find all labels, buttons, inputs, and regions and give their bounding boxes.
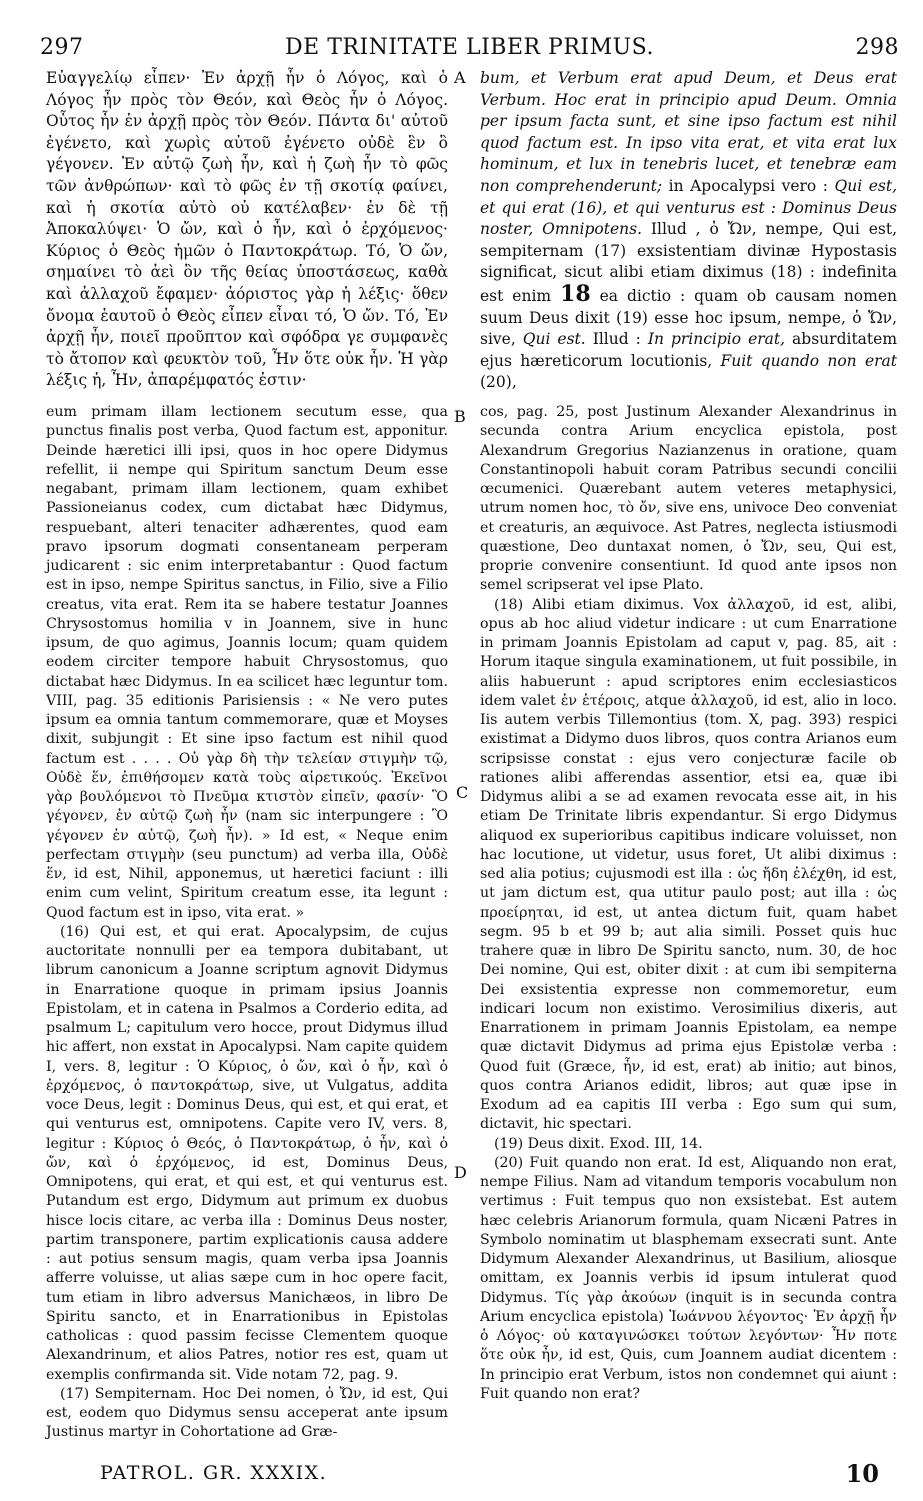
sheet-number: 10 — [845, 1458, 879, 1488]
main-text — [46, 68, 898, 392]
running-title: DE TRINITATE LIBER PRIMUS. — [285, 34, 654, 60]
note-18: (18) Alibi etiam diximus. Vox ἀλλαχοῦ, id est, alibi, opus ab hoc aliud videtur indicare : ut cum Enarratione in primam Joannis Epistolam ad caput v, pag. 85, ait : Horum itaque singula examinationem, ut fuit possibile, in aliis habuerunt : apud scriptores enim ecclesiasticos idem valet ἐν ἑτέροις, atque ἀλλαχοῦ, id est, alio in loco. Iis autem verbis Tillemontius (tom. X, pag. 393) respici existimat a Didymo duos libros, quos contra Arianos eum scripsisse constat : ejus vero conjecturæ facile ob rationes alibi afferendas assentior, etsi ea, quæ ibi Didymus alibi a se ad examen revocata esse ait, in his etiam De Trinitate libris expendantur. Si ergo Didymus aliquod ex superioribus capitibus indicare voluisset, non hac locutione, ut videtur, usus foret, Ut alibi diximus : sed alia potius; cujusmodi est illa : ὡς ἤδη ἐλέχθη, id est, ut jam dictum est, qua utitur paulo post; aut illa : ὡς προείρηται, id est, ut antea dictum fuit, quam habet segm. 95 b et 99 b; aut alia simili. Posset quis huc trahere quæ in libro De Spiritu sancto, num. 30, de hoc Dei nomine, Qui est, obiter dixit : at cum ibi sempiterna Dei exsistentia expresse non commemoretur, eum indicari locum non existimo. Verosimilius dixeris, aut Enarrationem in primam Joannis Epistolam, ea nempe quæ dictavit Didymus ad prima ejus Epistolæ verba : Quod fuit (Græce, ἦν, id est, erat) ab initio; aut binos, quos contra Arianos edidit, libros; aut quæ ipse in Exodum ad ea capitis III verba : Ego sum qui sum, dictavit, hic spectari. — [480, 596, 897, 1133]
running-header — [40, 30, 899, 64]
printer-signature: PATROL. GR. XXXIX. — [100, 1462, 328, 1484]
latin-text-c: Qui est, et qui erat (16), et qui venturus est : Dominus Deus noster, Omnipotens. — [480, 176, 897, 239]
notes-left-column — [46, 403, 448, 1443]
latin-text-h: In principio erat, — [647, 330, 786, 349]
right-page-number: 298 — [855, 34, 899, 60]
latin-text-f: Qui est. — [522, 330, 586, 349]
latin-text-j: Fuit quando non erat — [720, 351, 897, 370]
note-paragraph: eum primam illam lectionem secutum esse, qua punctus finalis post verba, Quod factum est, apponitur. Deinde hæretici illi ipsi, quos in hoc opere Didymus refellit, ii nempe qui Spiritum sanctum Deum esse negabant, primam illam lectionem, quam exhibet Passioneianus codex, cum dictabat hæc Didymus, respuebant, alteri tenaciter adhærentes, quod eam pravo ipsorum dogmati consentaneam perperam judicarent : sic enim interpretabantur : Quod factum est in ipso, nempe Spiritus sanctus, in Filio, sive a Filio creatus, vita erat. Rem ita se habere testatur Joannes Chrysostomus homilia v in Joannem, sive in hunc ipsum, de quo agimus, Joannis locum; quam quidem eodem circiter tempore habuit Chrysostomus, quo dictabat hæc Didymus. In ea scilicet hæc leguntur tom. VIII, pag. 35 editionis Parisiensis : « Ne vero putes ipsum ea omnia tantum commemorare, quæ et Moyses dixit, subjungit : Et sine ipso factum est nihil quod factum est . . . . Οὐ γὰρ δὴ τὴν τελείαν στιγμὴν τῷ, Οὐδὲ ἕν, ἐπιθήσομεν κατὰ τοὺς αἱρετικούς. Ἐκεῖνοι γὰρ βουλόμενοι τὸ Πνεῦμα κτιστὸν εἰπεῖν, φασίν· Ὃ γέγονεν, ἐν αὐτῷ ζωὴ ἦν (nam sic interpungere : Ὃ γέγονεν ἐν αὐτῷ, ζωὴ ἦν). » Id est, « Neque enim perfectam στιγμὴν (seu punctum) ad verba illa, Οὐδὲ ἕν, id est, Nihil, apponemus, ut hæretici faciunt : illi enim cum velint, Spiritum creatum esse, ita legunt : Quod factum est in ipso, vita erat. » — [46, 404, 448, 921]
latin-text-d: Illud , ὁ Ὤν, nempe, Qui est, sempiternam (17) exsistentiam divinæ Hypostasis significat, sicut alibi etiam diximus (18) : indefinita est enim — [480, 220, 897, 305]
left-page-number: 297 — [40, 34, 84, 60]
marginal-number-18: 18 — [560, 280, 591, 307]
latin-text-b: in Apocalypsi vero : — [662, 176, 835, 195]
greek-text-column: Εὐαγγελίῳ εἶπεν· Ἐν ἀρχῇ ἦν ὁ Λόγος, καὶ ὁ Λόγος ἦν πρὸς τὸν Θεόν, καὶ Θεὸς ἦν ὁ Λόγος. Οὗτος ἦν ἐν ἀρχῇ πρὸς τὸν Θεόν. Πάντα δι' αὐτοῦ ἐγένετο, καὶ χωρὶς αὐτοῦ ἐγένετο οὐδὲ ἓν ὃ γέγονεν. Ἐν αὐτῷ ζωὴ ἦν, καὶ ἡ ζωὴ ἦν τὸ φῶς τῶν ἀνθρώπων· καὶ τὸ φῶς ἐν τῇ σκοτίᾳ φαίνει, καὶ ἡ σκοτία αὐτὸ οὐ κατέλαβεν· ἐν δὲ τῇ Ἀποκαλύψει· Ὁ ὤν, καὶ ὁ ἦν, καὶ ὁ ἐρχόμενος· Κύριος ὁ Θεὸς ἡμῶν ὁ Παντοκράτωρ. Τό, Ὁ ὤν, σημαίνει τὸ ἀεὶ ὂν τῆς θείας ὑποστάσεως, καθὰ καὶ ἀλλαχοῦ ἔφαμεν· ἀόριστος γὰρ ἡ λέξις· ὅθεν ὄνομα ἑαυτοῦ ὁ Θεὸς εἶπεν εἶναι τό, Ὁ ὤν. Τό, Ἐν ἀρχῇ ἦν, ποιεῖ προῦπτον καὶ σφόδρα γε συμφανὲς τὸ ἄτοπον καὶ φευκτὸν τοῦ, Ἦν ὅτε οὐκ ἦν. Ἡ γὰρ λέξις ἡ, Ἦν, ἀπαρέμφατός ἐστιν· — [46, 69, 448, 390]
latin-text-a: bum, et Verbum erat apud Deum, et Deus erat Verbum. Hoc erat in principio apud Deum. Omnia per ipsum facta sunt, et sine ipso factum est nihil quod factum est. In ipso vita erat, et vita erat lux hominum, et lux in tenebris lucet, et tenebræ eam non comprehenderunt; — [480, 69, 897, 195]
notes — [46, 403, 897, 1451]
notes-right-column — [480, 403, 897, 1404]
margin-letter-a: A — [454, 68, 466, 87]
margin-letter-d: D — [454, 1163, 467, 1182]
latin-text-g: Illud : — [585, 330, 648, 349]
note-16: (16) Qui est, et qui erat. Apocalypsim, de cujus auctoritate nonnulli per ea tempora dubitabant, ut librum canonicum a Joanne scriptum agnovit Didymus in Enarratione quoque in primam ipsius Joannis Epistolam, et in catena in Psalmos a Corderio edita, ad psalmum L; capitulum vero hocce, prout Didymus illud hic affert, non exstat in Apocalypsi. Nam capite quidem I, vers. 8, legitur : Ὁ Κύριος, ὁ ὤν, καὶ ὁ ἦν, καὶ ὁ ἐρχόμενος, ὁ παντοκράτωρ, sive, ut Vulgatus, addita voce Deus, legit : Dominus Deus, qui est, et qui erat, et qui venturus est, omnipotens. Capite vero IV, vers. 8, legitur : Κύριος ὁ Θεός, ὁ Παντοκράτωρ, ὁ ἦν, καὶ ὁ ὤν, καὶ ὁ ἐρχόμενος, id est, Dominus Deus, Omnipotens, qui erat, et qui est, et qui venturus est. Putandum est ergo, Didymum aut primum ex duobus hisce locis citare, ac verba illa : Dominus Deus noster, partim transponere, partim explicationis causa addere : aut potius sensum magis, quam verba ipsa Joannis afferre voluisse, ut alias sæpe cum in hoc opere facit, tum etiam in libro adversus Manichæos, in libro De Spiritu sancto, et in Enarrationibus in Epistolas catholicas : quod passim fecisse Clementem quoque Alexandrinum, et alios Patres, notior res est, quam ut exemplis confirmanda sit. Vide notam 72, pag. 9. — [46, 923, 448, 1383]
latin-text-k: (20), — [480, 373, 517, 392]
latin-text-i: absurditatem ejus hæreticorum locutionis, — [480, 330, 898, 370]
margin-letter-c: C — [456, 783, 469, 802]
note-20: (20) Fuit quando non erat. Id est, Aliquando non erat, nempe Filius. Nam ad vitandum temporis vocabulum non vertimus : Fuit tempus quo non exsistebat. Est autem hæc celebris Arianorum formula, quam Nicæni Patres in Symbolo nominatim ut blasphemam exsecrati sunt. Ante Didymum Alexander Alexandrinus, ut Basilium, aliosque omittam, ex Joannis verbis id ipsum intulerat quod Didymus. Τίς γὰρ ἀκούων (inquit is in secunda contra Arium encyclica epistola) Ἰωάννου λέγοντος· Ἐν ἀρχῇ ἦν ὁ Λόγος· οὐ καταγινώσκει τούτων λεγόντων· Ἦν ποτε ὅτε οὐκ ἦν, id est, Quis, cum Joannem audiat dicentem : In principio erat Verbum, istos non condemnet qui aiunt : Fuit quando non erat? — [480, 1154, 897, 1402]
page-footer — [100, 1458, 899, 1488]
latin-text-column — [480, 68, 897, 394]
margin-letter-b: B — [454, 407, 466, 426]
note-paragraph: cos, pag. 25, post Justinum Alexander Alexandrinus in secunda contra Arium encyclica epistola, post Alexandrum Gregorius Nazianzenus in oratione, quam Constantinopoli habuit coram Patribus secundi concilii œcumenici. Quærebant autem veteres metaphysici, utrum nomen hoc, τὸ ὄν, sive ens, univoce Deo conveniat et creaturis, an æquivoce. Ast Patres, neglecta istiusmodi quæstione, Deo duntaxat nomen, ὁ Ὤν, seu, Qui est, proprie convenire consentiunt. Id quod ante ipsos non semel scripserat vel ipse Plato. — [480, 404, 897, 594]
latin-text-e: ea dictio : quam ob causam nomen suum Deus dixit (19) esse hoc ipsum, nempe, ὁ Ὤν, sive, — [480, 286, 897, 349]
note-19: (19) Deus dixit. Exod. III, 14. — [494, 1135, 703, 1152]
note-17: (17) Sempiternam. Hoc Dei nomen, ὁ Ὤν, id est, Qui est, eodem quo Didymus sensu acceperat ante ipsum Justinus martyr in Cohortatione ad Græ- — [46, 1385, 448, 1441]
